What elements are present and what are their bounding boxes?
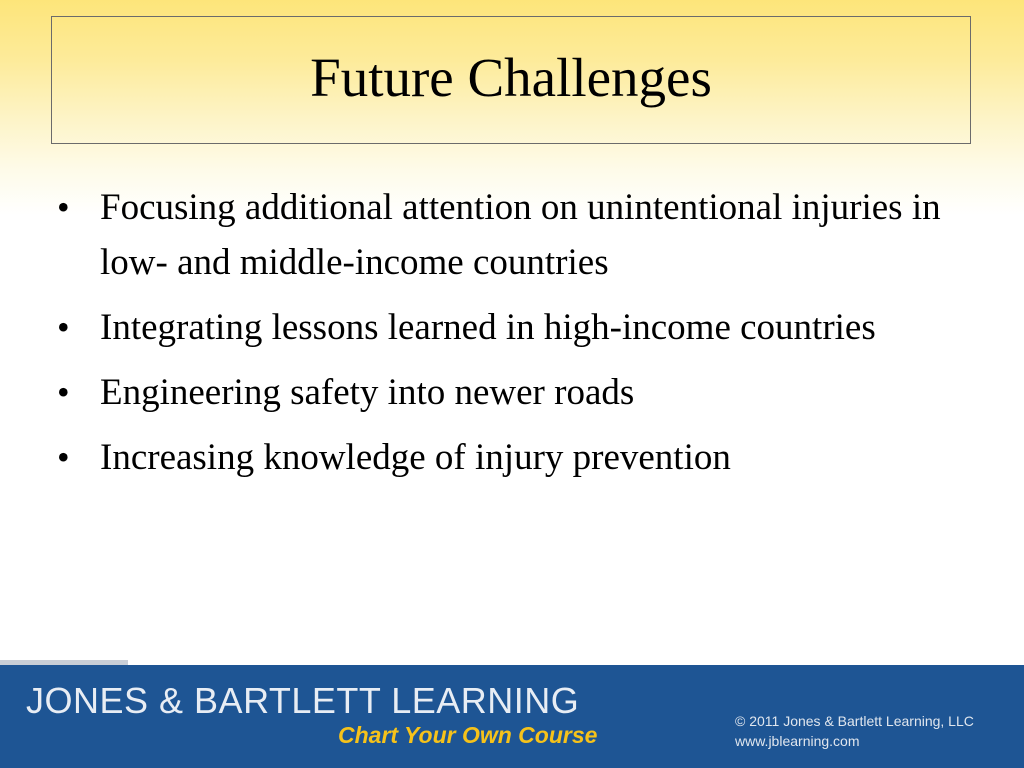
publisher-tagline: Chart Your Own Course — [338, 722, 598, 748]
bullet-dot-icon: • — [57, 307, 70, 347]
bullet-text: Integrating lessons learned in high-income countries — [100, 307, 876, 348]
bullet-dot-icon: • — [57, 437, 70, 477]
slide-title: Future Challenges — [310, 46, 712, 108]
bullet-item — [57, 180, 957, 290]
copyright-block — [735, 711, 974, 751]
bullet-text: Focusing additional attention on unintentional injuries in low- and middle-income countries — [100, 187, 941, 283]
title-box — [51, 16, 971, 144]
bullet-list — [57, 180, 957, 495]
bullet-dot-icon: • — [57, 187, 70, 227]
bullet-item — [57, 300, 957, 355]
website-link[interactable]: www.jblearning.com — [735, 733, 860, 749]
bullet-dot-icon: • — [57, 372, 70, 412]
publisher-brand-logo: JONES & BARTLETT LEARNING — [26, 680, 580, 721]
bullet-item — [57, 430, 957, 485]
bullet-text: Increasing knowledge of injury prevention — [100, 437, 731, 478]
copyright-text: © 2011 Jones & Bartlett Learning, LLC — [735, 713, 974, 729]
bullet-item — [57, 365, 957, 420]
bullet-text: Engineering safety into newer roads — [100, 372, 635, 413]
